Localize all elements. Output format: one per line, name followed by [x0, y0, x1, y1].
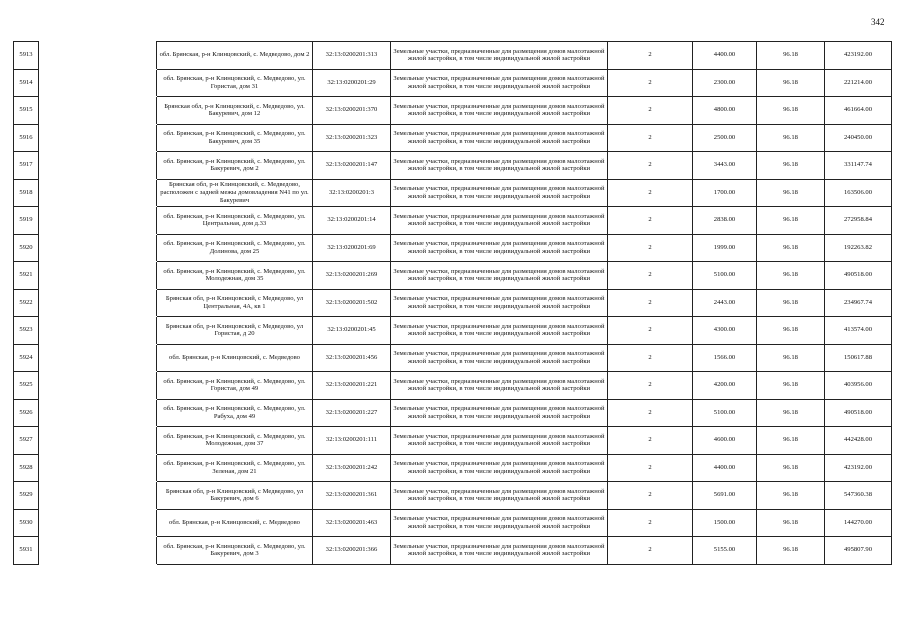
record-number: 5930 — [14, 509, 39, 537]
record-number: 5928 — [14, 454, 39, 482]
land-use-cell: Земельные участки, предназначенные для размещения домов малоэтажной жилой застройки, в том числе индивидуальной жилой застройки — [391, 234, 608, 262]
specific-value-cell: 96.18 — [757, 234, 825, 262]
specific-value-cell: 96.18 — [757, 152, 825, 180]
cadastral-number-cell: 32:13:0200201:313 — [313, 42, 391, 70]
cadastral-number-cell: 32:13:0200201:242 — [313, 454, 391, 482]
area-cell: 2300.00 — [693, 69, 757, 97]
cadastral-number-cell: 32:13:0200201:3 — [313, 179, 391, 207]
address-cell: обл. Брянская, р-н Клинцовский, с. Медведово, ул. Бакуревич, дом 3 — [157, 537, 313, 565]
area-cell: 4400.00 — [693, 454, 757, 482]
cadastral-value-cell: 423192.00 — [825, 454, 892, 482]
group-number-cell: 2 — [608, 537, 693, 565]
spacer-cell — [39, 124, 157, 152]
record-number: 5913 — [14, 42, 39, 70]
specific-value-cell: 96.18 — [757, 344, 825, 372]
area-cell: 4400.00 — [693, 42, 757, 70]
group-number-cell: 2 — [608, 42, 693, 70]
cadastral-number-cell: 32:13:0200201:463 — [313, 509, 391, 537]
land-use-cell: Земельные участки, предназначенные для размещения домов малоэтажной жилой застройки, в том числе индивидуальной жилой застройки — [391, 509, 608, 537]
table-row — [14, 427, 892, 455]
group-number-cell: 2 — [608, 207, 693, 235]
record-number: 5916 — [14, 124, 39, 152]
area-cell: 2443.00 — [693, 289, 757, 317]
spacer-cell — [39, 262, 157, 290]
group-number-cell: 2 — [608, 124, 693, 152]
cadastral-value-cell: 461664.00 — [825, 97, 892, 125]
table-row — [14, 509, 892, 537]
table-row — [14, 454, 892, 482]
group-number-cell: 2 — [608, 454, 693, 482]
specific-value-cell: 96.18 — [757, 124, 825, 152]
land-use-cell: Земельные участки, предназначенные для размещения домов малоэтажной жилой застройки, в том числе индивидуальной жилой застройки — [391, 69, 608, 97]
land-use-cell: Земельные участки, предназначенные для размещения домов малоэтажной жилой застройки, в том числе индивидуальной жилой застройки — [391, 207, 608, 235]
cadastral-value-cell: 442428.00 — [825, 427, 892, 455]
cadastral-value-cell: 423192.00 — [825, 42, 892, 70]
area-cell: 3443.00 — [693, 152, 757, 180]
table-row — [14, 124, 892, 152]
table-row — [14, 262, 892, 290]
address-cell: обл. Брянская, р-н Клинцовский, с. Медведово, ул. Молодежная, дом 37 — [157, 427, 313, 455]
spacer-cell — [39, 427, 157, 455]
specific-value-cell: 96.18 — [757, 427, 825, 455]
spacer-cell — [39, 289, 157, 317]
table-row — [14, 234, 892, 262]
table-row — [14, 537, 892, 565]
land-use-cell: Земельные участки, предназначенные для размещения домов малоэтажной жилой застройки, в том числе индивидуальной жилой застройки — [391, 454, 608, 482]
spacer-cell — [39, 454, 157, 482]
spacer-cell — [39, 152, 157, 180]
table-row — [14, 69, 892, 97]
spacer-cell — [39, 537, 157, 565]
record-number: 5927 — [14, 427, 39, 455]
address-cell: обл. Брянская, р-н Клинцовский, с. Медведово, ул. Бакуревич, дом 35 — [157, 124, 313, 152]
land-use-cell: Земельные участки, предназначенные для размещения домов малоэтажной жилой застройки, в том числе индивидуальной жилой застройки — [391, 289, 608, 317]
area-cell: 5100.00 — [693, 262, 757, 290]
cadastral-value-cell: 234967.74 — [825, 289, 892, 317]
cadastral-value-cell: 413574.00 — [825, 317, 892, 345]
table-row — [14, 399, 892, 427]
address-cell: обл. Брянская, р-н Клинцовский, с. Медведово, ул. Центральная, дом д.33 — [157, 207, 313, 235]
cadastral-number-cell: 32:13:0200201:221 — [313, 372, 391, 400]
address-cell: обл. Брянская, р-н Клинцовский, с. Медведово, ул. Долинова, дом 25 — [157, 234, 313, 262]
group-number-cell: 2 — [608, 179, 693, 207]
cadastral-number-cell: 32:13:0200201:361 — [313, 482, 391, 510]
address-cell: Брянская обл, р-н Клинцовский, с Медведово, ул Центральная, 4А, кв 1 — [157, 289, 313, 317]
cadastral-value-cell: 240450.00 — [825, 124, 892, 152]
specific-value-cell: 96.18 — [757, 289, 825, 317]
spacer-cell — [39, 97, 157, 125]
cadastral-value-cell: 403956.00 — [825, 372, 892, 400]
specific-value-cell: 96.18 — [757, 42, 825, 70]
area-cell: 4800.00 — [693, 97, 757, 125]
table-row — [14, 344, 892, 372]
area-cell: 4300.00 — [693, 317, 757, 345]
cadastral-number-cell: 32:13:0200201:29 — [313, 69, 391, 97]
table-row — [14, 317, 892, 345]
cadastral-number-cell: 32:13:0200201:69 — [313, 234, 391, 262]
area-cell: 4200.00 — [693, 372, 757, 400]
table-row — [14, 152, 892, 180]
spacer-cell — [39, 42, 157, 70]
address-cell: Брянская обл, р-н Клинцовский, с Медведово, ул Гористая, д 20 — [157, 317, 313, 345]
record-number: 5931 — [14, 537, 39, 565]
specific-value-cell: 96.18 — [757, 262, 825, 290]
record-number: 5919 — [14, 207, 39, 235]
area-cell: 1500.00 — [693, 509, 757, 537]
record-number: 5926 — [14, 399, 39, 427]
cadastral-number-cell: 32:13:0200201:323 — [313, 124, 391, 152]
cadastral-value-cell: 490518.00 — [825, 399, 892, 427]
cadastral-number-cell: 32:13:0200201:14 — [313, 207, 391, 235]
address-cell: обл. Брянская, р-н Клинцовский, с. Медведово, ул. Рабуха, дом 49 — [157, 399, 313, 427]
spacer-cell — [39, 509, 157, 537]
cadastral-value-cell: 192263.82 — [825, 234, 892, 262]
area-cell: 1999.00 — [693, 234, 757, 262]
record-number: 5920 — [14, 234, 39, 262]
address-cell: обл. Брянская, р-н Клинцовский, с. Медведово, ул. Зеленая, дом 21 — [157, 454, 313, 482]
area-cell: 2500.00 — [693, 124, 757, 152]
spacer-cell — [39, 482, 157, 510]
cadastral-value-cell: 163506.00 — [825, 179, 892, 207]
cadastral-number-cell: 32:13:0200201:269 — [313, 262, 391, 290]
group-number-cell: 2 — [608, 482, 693, 510]
spacer-cell — [39, 399, 157, 427]
cadastral-number-cell: 32:13:0200201:366 — [313, 537, 391, 565]
address-cell: обл. Брянская, р-н Клинцовский, с. Медведово, ул. Гористая, дом 31 — [157, 69, 313, 97]
group-number-cell: 2 — [608, 317, 693, 345]
address-cell: обл. Брянская, р-н Клинцовский, с. Медведово — [157, 509, 313, 537]
area-cell: 1700.00 — [693, 179, 757, 207]
cadastral-number-cell: 32:13:0200201:502 — [313, 289, 391, 317]
area-cell: 2838.00 — [693, 207, 757, 235]
cadastral-value-cell: 272958.84 — [825, 207, 892, 235]
specific-value-cell: 96.18 — [757, 97, 825, 125]
specific-value-cell: 96.18 — [757, 179, 825, 207]
record-number: 5918 — [14, 179, 39, 207]
land-register-table — [13, 41, 892, 565]
record-number: 5929 — [14, 482, 39, 510]
record-number: 5924 — [14, 344, 39, 372]
cadastral-number-cell: 32:13:0200201:111 — [313, 427, 391, 455]
table-row — [14, 482, 892, 510]
cadastral-value-cell: 495807.90 — [825, 537, 892, 565]
record-number: 5922 — [14, 289, 39, 317]
cadastral-value-cell: 547360.38 — [825, 482, 892, 510]
specific-value-cell: 96.18 — [757, 207, 825, 235]
table-row — [14, 97, 892, 125]
spacer-cell — [39, 317, 157, 345]
group-number-cell: 2 — [608, 427, 693, 455]
address-cell: Брянская обл, р-н Клинцовский, с Медведово, ул Бакуревич, дом 6 — [157, 482, 313, 510]
cadastral-number-cell: 32:13:0200201:370 — [313, 97, 391, 125]
land-use-cell: Земельные участки, предназначенные для размещения домов малоэтажной жилой застройки, в том числе индивидуальной жилой застройки — [391, 372, 608, 400]
area-cell: 4600.00 — [693, 427, 757, 455]
group-number-cell: 2 — [608, 289, 693, 317]
cadastral-value-cell: 331147.74 — [825, 152, 892, 180]
cadastral-value-cell: 144270.00 — [825, 509, 892, 537]
record-number: 5923 — [14, 317, 39, 345]
address-cell: обл. Брянская, р-н Клинцовский, с. Медведово — [157, 344, 313, 372]
area-cell: 1566.00 — [693, 344, 757, 372]
land-use-cell: Земельные участки, предназначенные для размещения домов малоэтажной жилой застройки, в том числе индивидуальной жилой застройки — [391, 427, 608, 455]
cadastral-value-cell: 221214.00 — [825, 69, 892, 97]
cadastral-value-cell: 490518.00 — [825, 262, 892, 290]
cadastral-number-cell: 32:13:0200201:456 — [313, 344, 391, 372]
address-cell: обл. Брянская, р-н Клинцовский, с. Медведово, дом 2 — [157, 42, 313, 70]
address-cell: обл. Брянская, р-н Клинцовский, с. Медведово, ул. Молодежная, дом 35 — [157, 262, 313, 290]
cadastral-number-cell: 32:13:0200201:227 — [313, 399, 391, 427]
land-use-cell: Земельные участки, предназначенные для размещения домов малоэтажной жилой застройки, в том числе индивидуальной жилой застройки — [391, 537, 608, 565]
spacer-cell — [39, 372, 157, 400]
area-cell: 5100.00 — [693, 399, 757, 427]
group-number-cell: 2 — [608, 399, 693, 427]
specific-value-cell: 96.18 — [757, 509, 825, 537]
specific-value-cell: 96.18 — [757, 482, 825, 510]
group-number-cell: 2 — [608, 69, 693, 97]
table-row — [14, 372, 892, 400]
record-number: 5925 — [14, 372, 39, 400]
land-use-cell: Земельные участки, предназначенные для размещения домов малоэтажной жилой застройки, в том числе индивидуальной жилой застройки — [391, 482, 608, 510]
land-use-cell: Земельные участки, предназначенные для размещения домов малоэтажной жилой застройки, в том числе индивидуальной жилой застройки — [391, 344, 608, 372]
cadastral-number-cell: 32:13:0200201:45 — [313, 317, 391, 345]
land-use-cell: Земельные участки, предназначенные для размещения домов малоэтажной жилой застройки, в том числе индивидуальной жилой застройки — [391, 152, 608, 180]
land-use-cell: Земельные участки, предназначенные для размещения домов малоэтажной жилой застройки, в том числе индивидуальной жилой застройки — [391, 262, 608, 290]
land-use-cell: Земельные участки, предназначенные для размещения домов малоэтажной жилой застройки, в том числе индивидуальной жилой застройки — [391, 124, 608, 152]
group-number-cell: 2 — [608, 97, 693, 125]
land-use-cell: Земельные участки, предназначенные для размещения домов малоэтажной жилой застройки, в том числе индивидуальной жилой застройки — [391, 399, 608, 427]
address-cell: Брянская обл, р-н Клинцовский, с. Медведово, расположен с задней межы домовладения N41 по ул. Бакуревич — [157, 179, 313, 207]
spacer-cell — [39, 207, 157, 235]
spacer-cell — [39, 179, 157, 207]
cadastral-value-cell: 150617.88 — [825, 344, 892, 372]
land-use-cell: Земельные участки, предназначенные для размещения домов малоэтажной жилой застройки, в том числе индивидуальной жилой застройки — [391, 317, 608, 345]
group-number-cell: 2 — [608, 262, 693, 290]
address-cell: обл. Брянская, р-н Клинцовский, с. Медведово, ул. Гористая, дом 49 — [157, 372, 313, 400]
spacer-cell — [39, 234, 157, 262]
area-cell: 5155.00 — [693, 537, 757, 565]
specific-value-cell: 96.18 — [757, 454, 825, 482]
record-number: 5915 — [14, 97, 39, 125]
specific-value-cell: 96.18 — [757, 372, 825, 400]
group-number-cell: 2 — [608, 344, 693, 372]
table-row — [14, 179, 892, 207]
record-number: 5917 — [14, 152, 39, 180]
group-number-cell: 2 — [608, 152, 693, 180]
spacer-cell — [39, 344, 157, 372]
page-number: 342 — [871, 17, 885, 27]
specific-value-cell: 96.18 — [757, 537, 825, 565]
table-row — [14, 289, 892, 317]
land-use-cell: Земельные участки, предназначенные для размещения домов малоэтажной жилой застройки, в том числе индивидуальной жилой застройки — [391, 179, 608, 207]
table-row — [14, 42, 892, 70]
record-number: 5914 — [14, 69, 39, 97]
spacer-cell — [39, 69, 157, 97]
group-number-cell: 2 — [608, 372, 693, 400]
record-number: 5921 — [14, 262, 39, 290]
specific-value-cell: 96.18 — [757, 69, 825, 97]
table-row — [14, 207, 892, 235]
table-body — [14, 42, 892, 565]
address-cell: Брянская обл, р-н Клинцовский, с. Медведово, ул. Бакуревич, дом 12 — [157, 97, 313, 125]
specific-value-cell: 96.18 — [757, 317, 825, 345]
land-use-cell: Земельные участки, предназначенные для размещения домов малоэтажной жилой застройки, в том числе индивидуальной жилой застройки — [391, 42, 608, 70]
group-number-cell: 2 — [608, 509, 693, 537]
land-use-cell: Земельные участки, предназначенные для размещения домов малоэтажной жилой застройки, в том числе индивидуальной жилой застройки — [391, 97, 608, 125]
specific-value-cell: 96.18 — [757, 399, 825, 427]
cadastral-number-cell: 32:13:0200201:147 — [313, 152, 391, 180]
group-number-cell: 2 — [608, 234, 693, 262]
area-cell: 5691.00 — [693, 482, 757, 510]
address-cell: обл. Брянская, р-н Клинцовский, с. Медведово, ул. Бакуревич, дом 2 — [157, 152, 313, 180]
